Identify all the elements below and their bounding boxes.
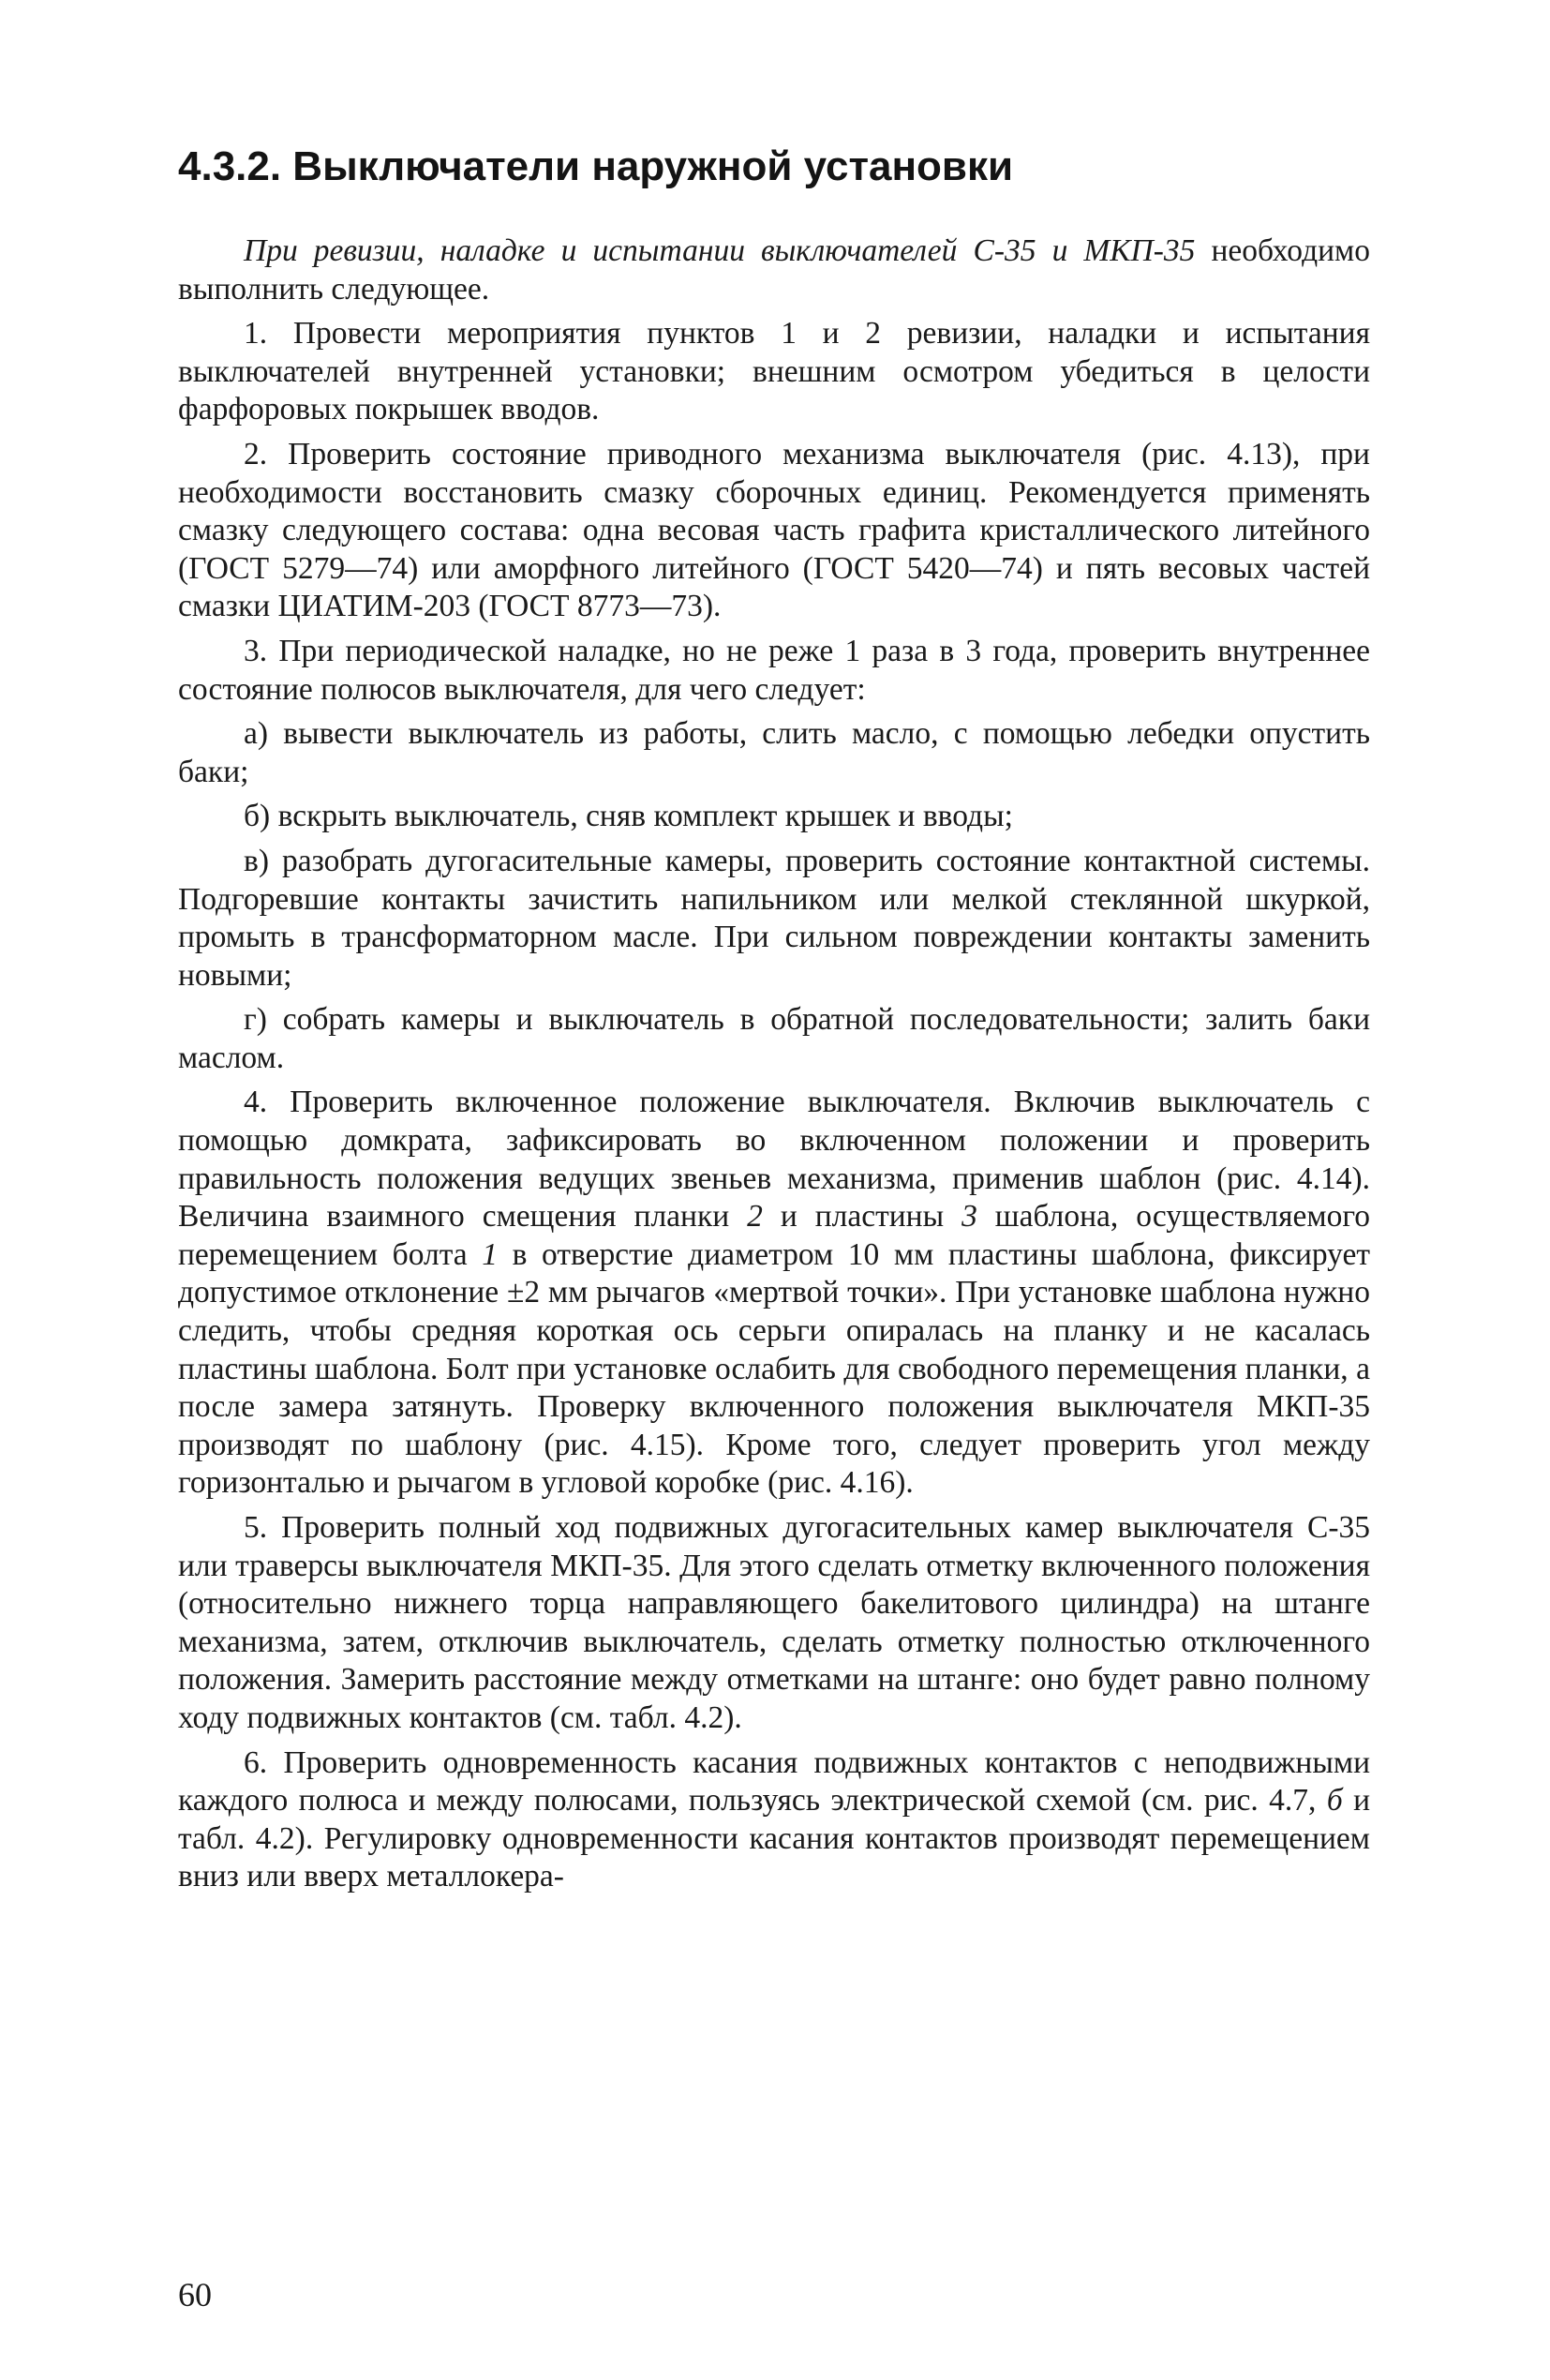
body-text [178, 232, 1370, 1903]
item-6-text-1: 6. Проверить одновременность касания подвижных контактов с неподвижными каждого полюса и между полюсами, пользуясь электрической схемой (см. рис. 4.7, [178, 1744, 1370, 1819]
item-4-ref-2: 2 [747, 1199, 763, 1235]
item-3b: б) вскрыть выключатель, сняв комплект крышек и вводы; [244, 799, 1013, 834]
intro-italic-text: При ревизии, наладке и испытании выключателей С-35 и МКП-35 [244, 233, 1196, 268]
page-number: 60 [178, 2276, 212, 2313]
item-4-text-2: и пластины [762, 1199, 962, 1235]
intro-rest-text: необходимо выполнить следующее. [178, 233, 1370, 307]
item-4-text-3: шаблона, осуществляемого перемещением болта [178, 1199, 1370, 1272]
item-3a: а) вывести выключатель из работы, слить масло, с помощью лебедки опустить баки; [178, 716, 1370, 789]
item-6-text-2: и табл. 4.2). Регулировку одновременности касания контактов производят перемещением вниз или вверх металлокера- [178, 1783, 1370, 1894]
intro-paragraph [178, 232, 1370, 308]
item-3d: г) собрать камеры и выключатель в обратной последовательности; залить баки маслом. [178, 1002, 1370, 1075]
item-4-ref-1: 1 [482, 1236, 499, 1272]
section-heading: 4.3.2. Выключатели наружной установки [178, 143, 1014, 189]
item-4 [178, 1084, 1370, 1503]
item-3: 3. При периодической наладке, но не реже 1 раза в 3 года, проверить внутреннее состояние полюсов выключателя, для чего следует: [178, 633, 1370, 707]
item-4-ref-3: 3 [961, 1199, 977, 1235]
item-6 [178, 1744, 1370, 1896]
item-1: 1. Провести мероприятия пунктов 1 и 2 ревизии, наладки и испытания выключателей внутренней установки; внешним осмотром убедиться в целости фарфоровых покрышек вводов. [178, 316, 1370, 427]
item-5: 5. Проверить полный ход подвижных дугогасительных камер выключателя С-35 или траверсы выключателя МКП-35. Для этого сделать отметку включенного положения (относительно нижнего торца направляющего бакелитового цилиндра) на штанге механизма, затем, отключив выключатель, сделать отметку полностью отключенного положения. Замерить расстояние между отметками на штанге: оно будет равно полному ходу подвижных контактов (см. табл. 4.2). [178, 1510, 1370, 1735]
item-4-text-4: в отверстие диаметром 10 мм пластины шаблона, фиксирует допустимое отклонение ±2 мм рычагов «мертвой точки». При установке шаблона нужно следить, чтобы средняя короткая ось серьги опиралась на планку и не касалась пластины шаблона. Болт при установке ослабить для свободного перемещения планки, а после замера затянуть. Проверку включенного положения выключателя МКП-35 производят по шаблону (рис. 4.15). Кроме того, следует проверить угол между горизонталью и рычагом в угловой коробке (рис. 4.16). [178, 1236, 1370, 1501]
item-3c: в) разобрать дугогасительные камеры, проверить состояние контактной системы. Подгоревшие контакты зачистить напильником или мелкой стеклянной шкуркой, промыть в трансформаторном масле. При сильном повреждении контакты заменить новыми; [178, 843, 1370, 993]
item-6-ref-b: б [1326, 1783, 1343, 1819]
item-4-text-1: 4. Проверить включенное положение выключателя. Включив выключатель с помощью домкрата, зафиксировать во включенном положении и проверить правильность положения ведущих звеньев механизма, применив шаблон (рис. 4.14). Величина взаимного смещения планки [178, 1085, 1370, 1235]
item-2: 2. Проверить состояние приводного механизма выключателя (рис. 4.13), при необходимости восстановить смазку сборочных единиц. Рекомендуется применять смазку следующего состава: одна весовая часть графита кристаллического литейного (ГОСТ 5279—74) или аморфного литейного (ГОСТ 5420—74) и пять весовых частей смазки ЦИАТИМ-203 (ГОСТ 8773—73). [178, 436, 1370, 624]
